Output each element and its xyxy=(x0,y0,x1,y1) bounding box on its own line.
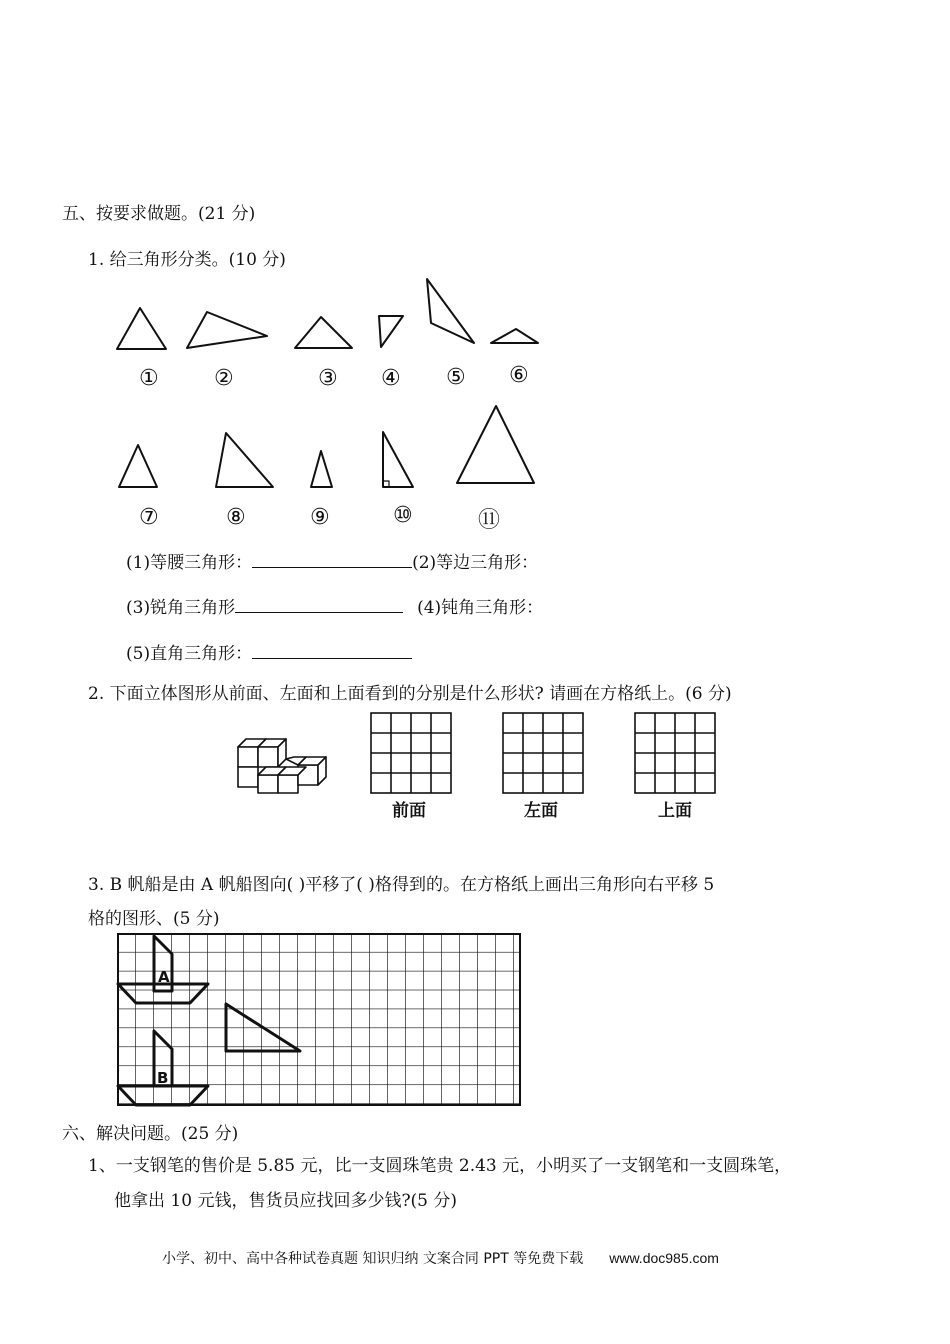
footer-url[interactable]: www.doc985.com xyxy=(609,1250,719,1266)
triangle-4 xyxy=(379,316,403,347)
fill-label-isosceles: (1)等腰三角形： xyxy=(126,553,253,573)
triangle-number-11: ⑪ xyxy=(478,508,501,533)
triangle-3 xyxy=(295,317,352,348)
q2-title: 2. 下面立体图形从前面、左面和上面看到的分别是什么形状? 请画在方格纸上。(6 分) xyxy=(88,684,732,704)
view-label-left: 左面 xyxy=(524,801,558,821)
triangle-number-5: ⑤ xyxy=(446,365,466,390)
triangle-number-3: ③ xyxy=(318,366,338,391)
triangle-number-1: ① xyxy=(139,366,159,391)
view-label-front: 前面 xyxy=(392,801,426,821)
s6-q1-line-2: 他拿出 10 元钱，售货员应找回多少钱?(5 分) xyxy=(114,1191,458,1211)
triangle-5 xyxy=(427,279,474,343)
triangle-7 xyxy=(119,445,157,487)
fill-row-1 xyxy=(126,551,538,572)
triangle-number-4: ④ xyxy=(381,366,401,391)
fill-row-3 xyxy=(126,642,412,663)
fill-label-obtuse: (4)钝角三角形： xyxy=(417,598,544,618)
grid-top-view[interactable] xyxy=(634,712,716,794)
triangle-number-8: ⑧ xyxy=(226,505,246,530)
answer-blank-right[interactable] xyxy=(252,642,412,659)
footer-text: 小学、初中、高中各种试卷真题 知识归纳 文案合同 PPT 等免费下载 xyxy=(162,1251,584,1267)
triangle-8 xyxy=(216,433,273,487)
q3-line-1: 3. B 帆船是由 A 帆船图向( )平移了( )格得到的。在方格纸上画出三角形向右平移 5 xyxy=(88,875,715,895)
triangles-figure xyxy=(0,0,950,540)
q3-line-2: 格的图形、(5 分) xyxy=(88,909,220,929)
answer-blank-acute[interactable] xyxy=(235,596,403,613)
translation-grid[interactable] xyxy=(117,933,521,1107)
cube-solid-figure xyxy=(230,735,350,835)
view-label-top: 上面 xyxy=(658,801,692,821)
fill-label-acute: (3)锐角三角形 xyxy=(126,598,236,618)
triangle-6 xyxy=(491,329,538,343)
section-6-heading: 六、解决问题。(25 分) xyxy=(62,1124,239,1144)
triangle-1 xyxy=(117,308,166,349)
q1-title: 1. 给三角形分类。(10 分) xyxy=(88,250,286,270)
triangle-number-6: ⑥ xyxy=(509,363,529,388)
triangle-2 xyxy=(187,312,267,348)
grid-front-view[interactable] xyxy=(370,712,452,794)
fill-label-right: (5)直角三角形： xyxy=(126,644,253,664)
triangle-number-10: ⑩ xyxy=(393,503,413,528)
s6-q1-line-1: 1、一支钢笔的售价是 5.85 元，比一支圆珠笔贵 2.43 元，小明买了一支钢笔和一支圆珠笔， xyxy=(88,1156,792,1176)
triangle-number-7: ⑦ xyxy=(139,505,159,530)
boat-label-b: B xyxy=(157,1069,169,1087)
triangle-number-2: ② xyxy=(214,366,234,391)
triangle-11 xyxy=(457,406,534,483)
triangle-10 xyxy=(383,432,413,487)
grid-left-view[interactable] xyxy=(502,712,584,794)
page-footer xyxy=(162,1248,719,1268)
triangle-number-9: ⑨ xyxy=(310,505,330,530)
boat-label-a: A xyxy=(158,968,170,986)
fill-row-2 xyxy=(126,596,543,617)
fill-label-equilateral: (2)等边三角形： xyxy=(412,553,539,573)
answer-blank-isosceles[interactable] xyxy=(252,551,412,568)
triangle-9 xyxy=(311,451,332,487)
section-5-heading: 五、按要求做题。(21 分) xyxy=(62,204,256,224)
